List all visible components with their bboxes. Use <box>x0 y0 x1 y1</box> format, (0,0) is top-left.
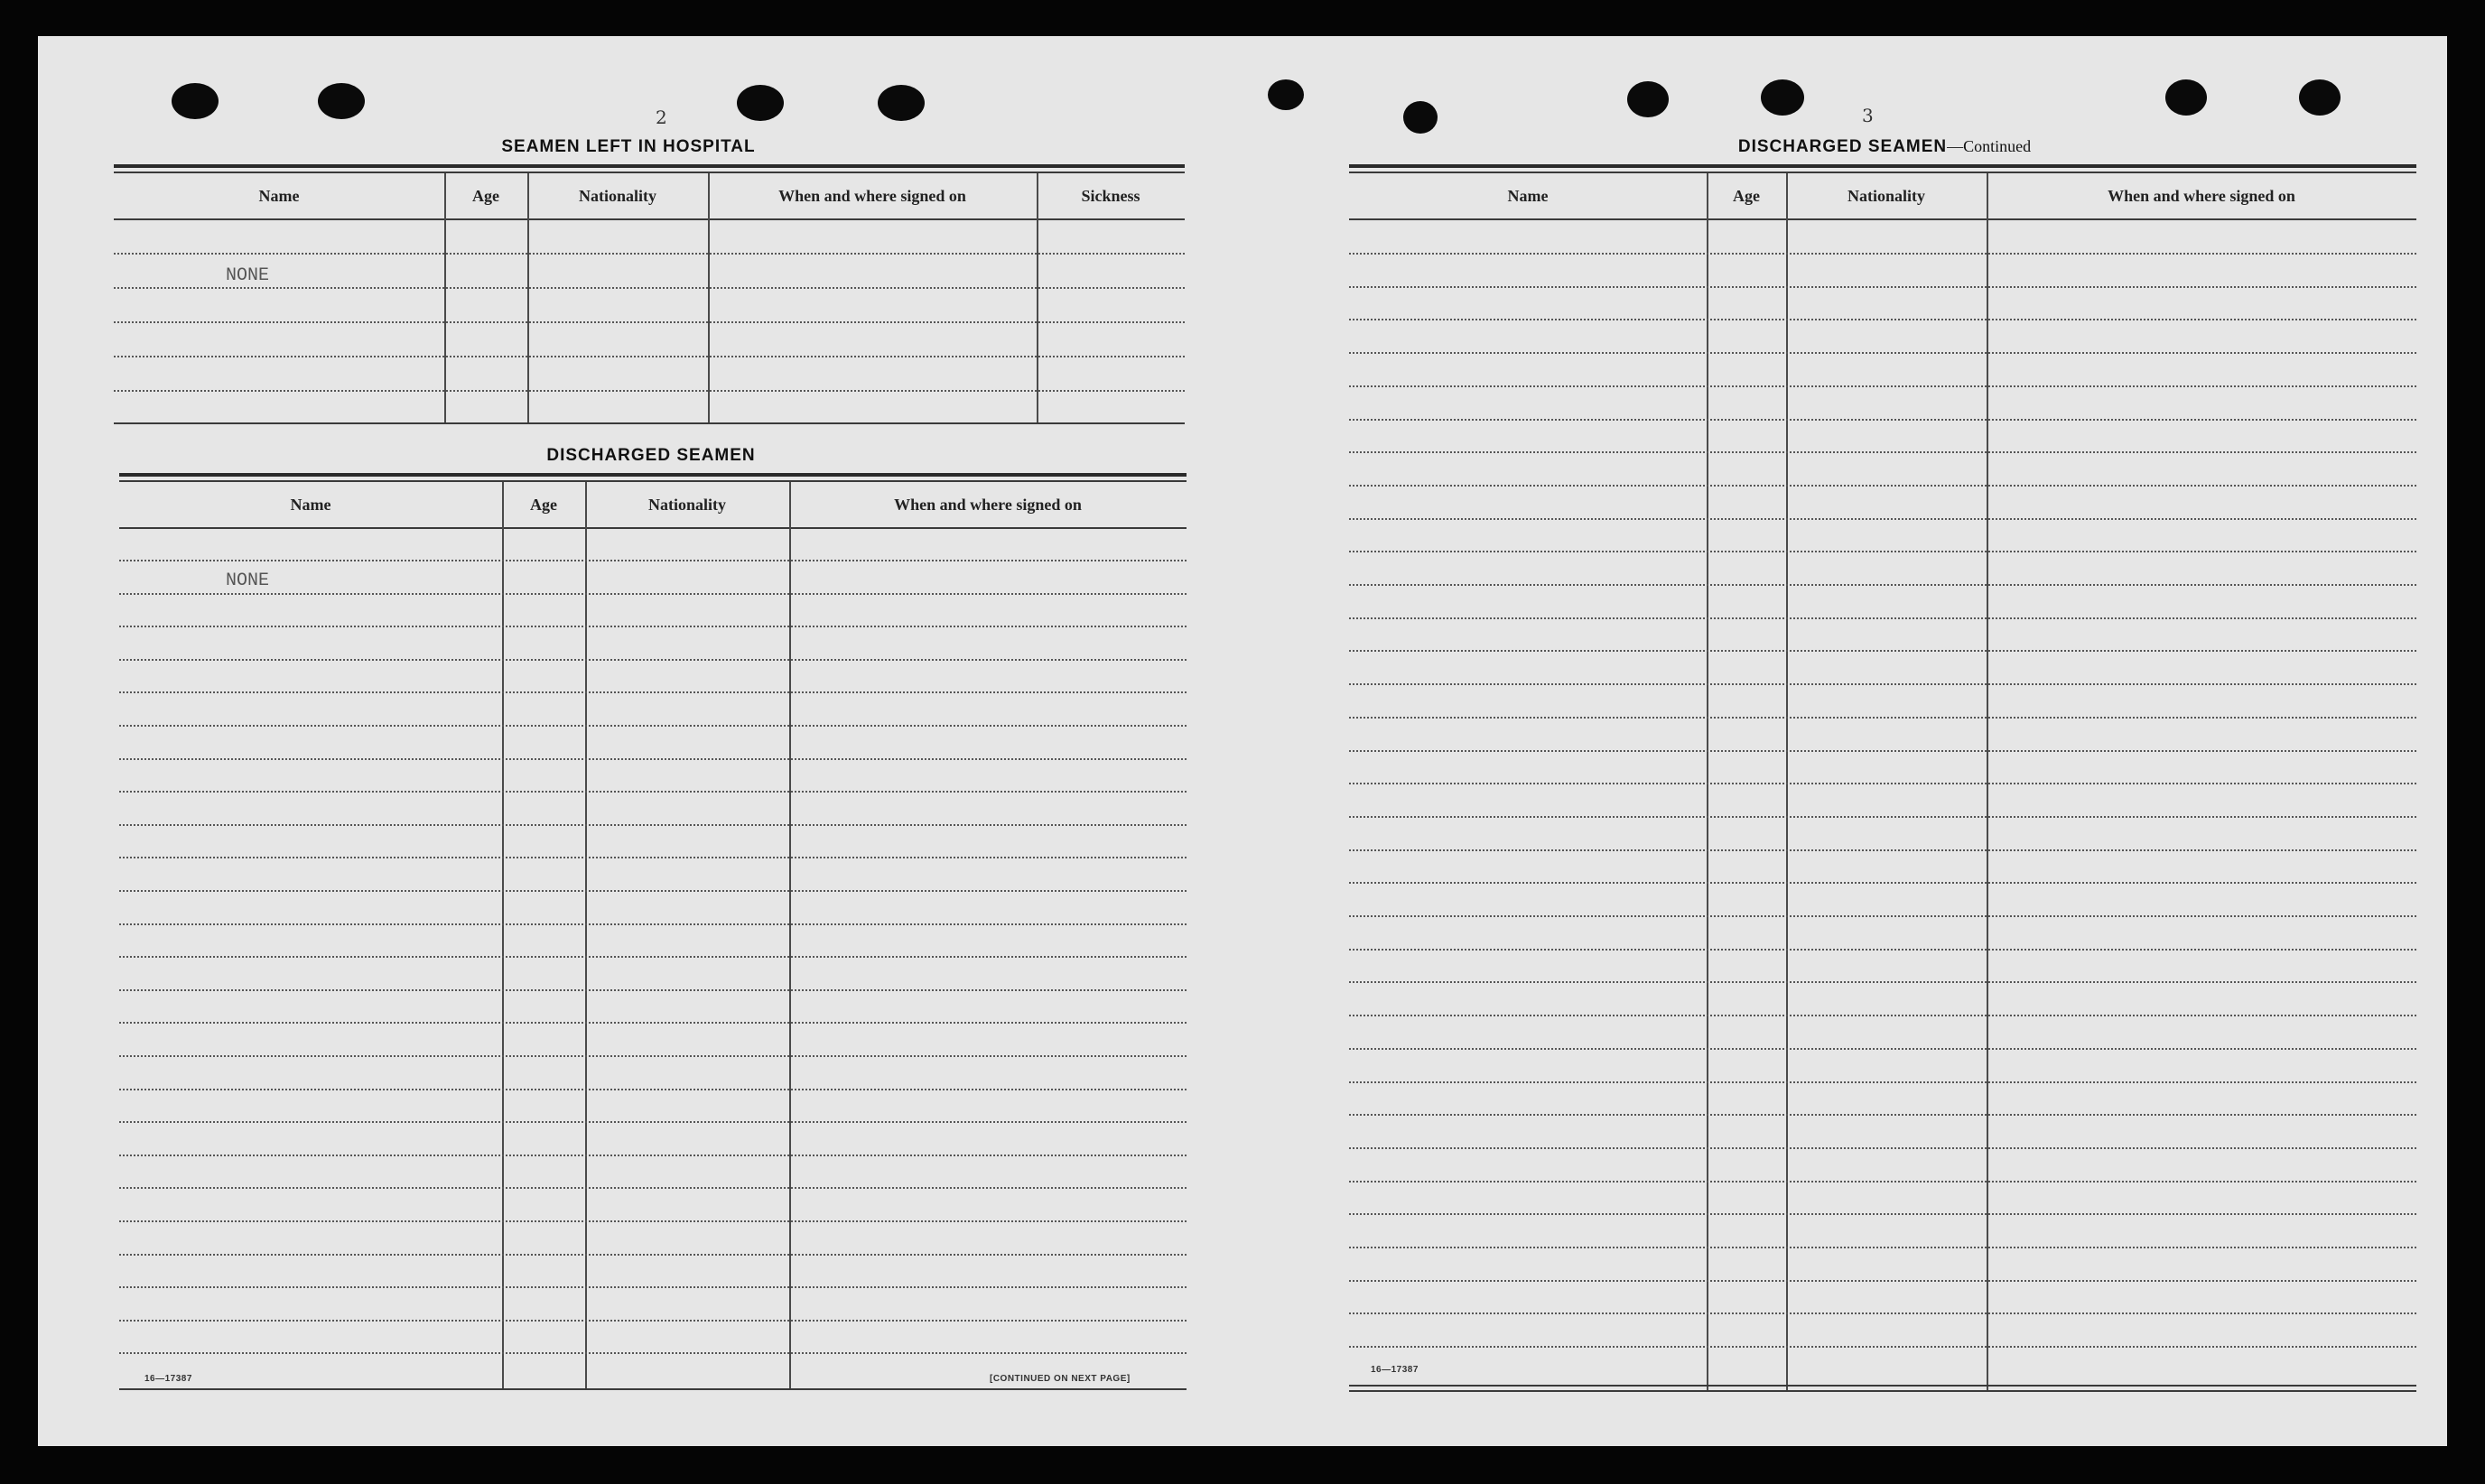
row-rule <box>1349 882 2416 884</box>
right-section-title <box>1347 137 2422 157</box>
col-header-age: Age <box>1733 186 1760 205</box>
row-rule <box>119 593 1187 595</box>
row-rule <box>1349 717 2416 719</box>
row-rule <box>119 1187 1187 1189</box>
row-rule <box>119 725 1187 727</box>
row-rule <box>1349 419 2416 421</box>
continued-note: [CONTINUED ON NEXT PAGE] <box>990 1374 1131 1384</box>
row-rule <box>1349 1181 2416 1183</box>
discharged-entry: NONE <box>226 570 270 591</box>
punch-hole <box>1627 81 1669 117</box>
row-rule <box>119 1055 1187 1057</box>
punch-hole <box>1761 79 1804 116</box>
row-rule <box>119 1121 1187 1123</box>
row-rule <box>1349 783 2416 784</box>
row-rule <box>119 1286 1187 1288</box>
row-rule <box>1349 1213 2416 1215</box>
row-rule <box>1349 1280 2416 1282</box>
punch-hole <box>1403 101 1438 134</box>
row-rule <box>1349 518 2416 520</box>
row-rule <box>1349 1247 2416 1248</box>
row-rule <box>119 824 1187 826</box>
hospital-entry: NONE <box>226 265 270 286</box>
col-header-age: Age <box>530 495 557 514</box>
hospital-section-title: SEAMEN LEFT IN HOSPITAL <box>501 137 756 156</box>
col-header-nationality: Nationality <box>647 495 726 514</box>
row-rule <box>1349 949 2416 951</box>
row-rule <box>1349 1312 2416 1314</box>
row-rule <box>119 626 1187 627</box>
row-rule <box>1349 1114 2416 1116</box>
row-rule <box>119 857 1187 858</box>
row-rule <box>119 560 1187 561</box>
right-form-number: 16—17387 <box>1371 1365 1419 1375</box>
punch-hole <box>318 83 365 119</box>
col-header-name: Name <box>1507 186 1549 205</box>
row-rule <box>119 1089 1187 1090</box>
punch-hole <box>1268 79 1304 110</box>
row-rule <box>1349 1346 2416 1348</box>
row-rule <box>1349 584 2416 586</box>
col-header-sickness: Sickness <box>1081 186 1140 205</box>
row-rule <box>1349 1015 2416 1016</box>
row-rule <box>1349 981 2416 983</box>
col-header-age: Age <box>472 186 499 205</box>
row-rule <box>1349 352 2416 354</box>
row-rule <box>119 659 1187 661</box>
hospital-table <box>114 164 1185 426</box>
col-header-nationality: Nationality <box>1847 186 1925 205</box>
punch-hole <box>737 85 784 121</box>
right-section-title-suffix: —Continued <box>1947 137 2032 155</box>
left-page-number: 2 <box>656 107 667 128</box>
row-rule <box>1349 253 2416 255</box>
row-rule <box>1349 650 2416 652</box>
row-rule <box>119 1320 1187 1322</box>
row-rule <box>1349 385 2416 387</box>
row-rule <box>119 1155 1187 1156</box>
col-header-signed-on: When and where signed on <box>894 495 1082 514</box>
row-rule <box>119 923 1187 925</box>
punch-hole <box>878 85 925 121</box>
row-rule <box>1349 1048 2416 1050</box>
punch-hole <box>2165 79 2207 116</box>
row-rule <box>1349 451 2416 453</box>
col-header-signed-on: When and where signed on <box>778 186 966 205</box>
col-header-signed-on: When and where signed on <box>2108 186 2295 205</box>
row-rule <box>1349 915 2416 917</box>
col-header-name: Name <box>258 186 300 205</box>
discharged-table-left <box>119 473 1187 1403</box>
row-rule <box>119 758 1187 760</box>
row-rule <box>1349 683 2416 685</box>
row-rule <box>1349 849 2416 851</box>
col-header-nationality: Nationality <box>578 186 656 205</box>
document-sheet <box>38 36 2447 1446</box>
row-rule <box>1349 816 2416 818</box>
row-rule <box>119 956 1187 958</box>
punch-hole <box>172 83 219 119</box>
right-page-number: 3 <box>1862 105 1874 126</box>
row-rule <box>119 791 1187 793</box>
row-rule <box>1349 319 2416 320</box>
row-rule <box>1349 750 2416 752</box>
row-rule <box>119 890 1187 892</box>
row-rule <box>119 1220 1187 1222</box>
row-rule <box>1349 617 2416 619</box>
row-rule <box>119 1352 1187 1354</box>
row-rule <box>1349 1081 2416 1083</box>
right-section-title-text: DISCHARGED SEAMEN <box>1737 137 1948 156</box>
col-header-name: Name <box>290 495 331 514</box>
discharged-table-right <box>1349 164 2416 1394</box>
row-rule <box>119 1022 1187 1024</box>
row-rule <box>119 691 1187 693</box>
row-rule <box>1349 551 2416 552</box>
discharged-section-title: DISCHARGED SEAMEN <box>546 446 756 465</box>
punch-hole <box>2299 79 2341 116</box>
row-rule <box>1349 286 2416 288</box>
row-rule <box>119 1254 1187 1256</box>
row-rule <box>1349 485 2416 487</box>
left-form-number: 16—17387 <box>144 1374 192 1384</box>
row-rule <box>119 989 1187 991</box>
row-rule <box>1349 1147 2416 1149</box>
